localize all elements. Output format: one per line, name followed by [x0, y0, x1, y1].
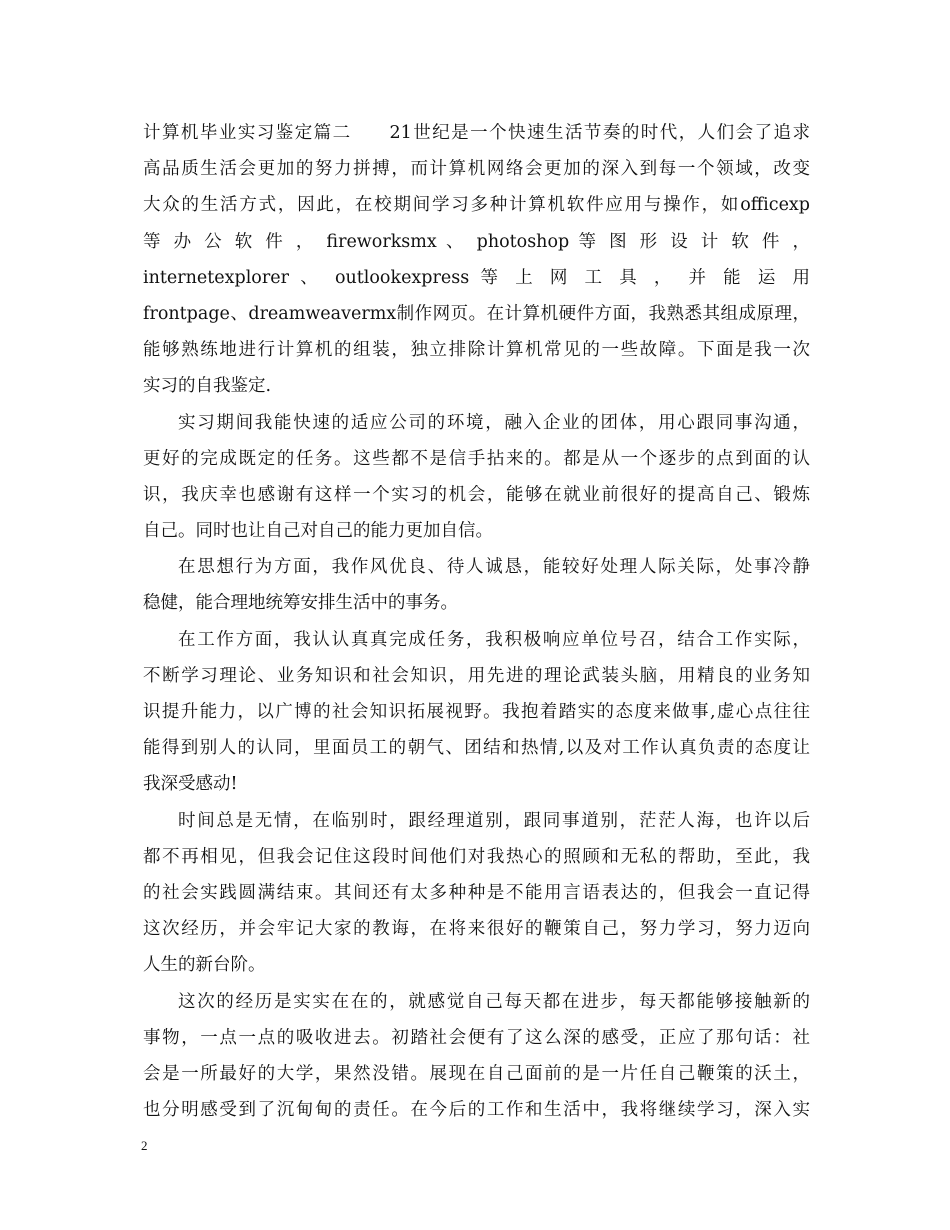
text-line: 的社会实践圆满结束。其间还有太多种种是不能用言语表达的，但我会一直记得 [143, 882, 810, 903]
text-line: 等 办 公 软 件 ， fireworksmx 、 photoshop 等 图 形 设 计 软 件 ， [143, 231, 810, 252]
text-line: frontpage、dreamweavermx制作网页。在计算机硬件方面，我熟悉其组成原理， [143, 303, 810, 324]
text-line: 识，我庆幸也感谢有这样一个实习的机会，能够在就业前很好的提高自己、锻炼 [143, 484, 810, 505]
text-line: 高品质生活会更加的努力拼搏，而计算机网络会更加的深入到每一个领域，改变 [143, 159, 810, 180]
body-text [143, 115, 810, 1128]
text-line: 这次的经历是实实在在的，就感觉自己每天都在进步，每天都能够接触新的 [178, 991, 810, 1012]
text-line: 实习的自我鉴定. [143, 376, 272, 397]
page-number: 2 [141, 1138, 148, 1153]
text-line: 能够熟练地进行计算机的组装，独立排除计算机常见的一些故障。下面是我一次 [143, 340, 810, 361]
text-line: 时间总是无情，在临别时，跟经理道别，跟同事道别，茫茫人海，也许以后 [178, 810, 810, 831]
text-line: 能得到别人的认同，里面员工的朝气、团结和热情,以及对工作认真负责的态度让 [143, 738, 810, 759]
text-line: 会是一所最好的大学，果然没错。展现在自己面前的是一片任自己鞭策的沃土， [143, 1063, 810, 1084]
text-line: 更好的完成既定的任务。这些都不是信手拈来的。都是从一个逐步的点到面的认 [143, 448, 810, 469]
text-line: internetexplorer 、 outlookexpress 等 上 网 工 具 ， 并 能 运 用 [143, 267, 810, 288]
text-line: 人生的新台阶。 [143, 955, 266, 976]
text-line: 事物，一点一点的吸收进去。初踏社会便有了这么深的感受，正应了那句话：社 [143, 1027, 810, 1048]
text-line: 稳健，能合理地统筹安排生活中的事务。 [143, 593, 458, 614]
text-line: 计算机毕业实习鉴定篇二 21世纪是一个快速生活节奏的时代，人们会了追求 [143, 123, 810, 143]
text-line: 我深受感动! [143, 774, 238, 795]
text-line: 识提升能力，以广博的社会知识拓展视野。我抱着踏实的态度来做事,虚心点往往 [143, 702, 810, 722]
text-line: 也分明感受到了沉甸甸的责任。在今后的工作和生活中，我将继续学习，深入实 [143, 1100, 810, 1121]
text-line: 自己。同时也让自己对自己的能力更加自信。 [143, 521, 493, 542]
text-line: 在工作方面，我认认真真完成任务，我积极响应单位号召，结合工作实际， [178, 629, 810, 650]
text-line: 不断学习理论、业务知识和社会知识，用先进的理论武装头脑，用精良的业务知 [143, 665, 810, 686]
text-line: 在思想行为方面，我作风优良、待人诚恳，能较好处理人际关际，处事冷静 [178, 557, 810, 578]
text-line: 实习期间我能快速的适应公司的环境，融入企业的团体，用心跟同事沟通， [178, 412, 810, 433]
text-line: 都不再相见，但我会记住这段时间他们对我热心的照顾和无私的帮助，至此，我 [143, 846, 810, 867]
text-line: 大众的生活方式，因此，在校期间学习多种计算机软件应用与操作，如officexp [143, 195, 810, 216]
text-line: 这次经历，并会牢记大家的教诲，在将来很好的鞭策自己，努力学习，努力迈向 [143, 919, 810, 940]
